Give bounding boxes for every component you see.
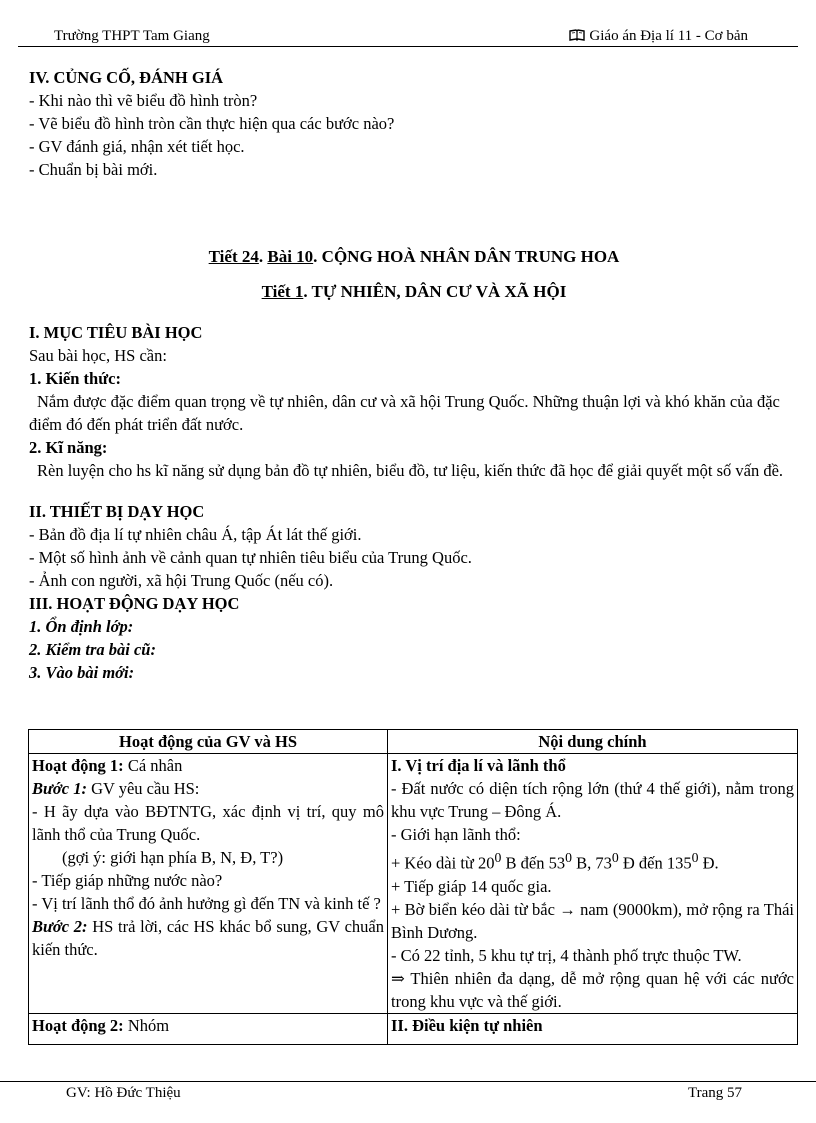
implies-icon: ⇒ (391, 968, 405, 988)
author-name: GV: Hồ Đức Thiệu (66, 1085, 181, 1101)
step-text: GV yêu cầu HS: (86, 779, 200, 798)
equipment-item: - Bản đồ địa lí tự nhiên châu Á, tập Át lát thế giới. (29, 525, 362, 544)
column-header-activities: Hoạt động của GV và HS (29, 730, 388, 754)
section-heading-objectives: I. MỤC TIÊU BÀI HỌC (29, 323, 203, 342)
teacher-student-activities (29, 1013, 388, 1044)
activity-type: Nhóm (123, 1015, 170, 1035)
book-icon (569, 29, 585, 41)
activity-step: 2. Kiểm tra bài cũ: (29, 640, 156, 659)
activity-step: 3. Vào bài mới: (29, 663, 135, 682)
table-row (29, 754, 798, 1014)
main-content (388, 754, 798, 1014)
skills-text: Rèn luyện cho hs kĩ năng sử dụng bản đồ tự nhiên, biểu đồ, tư liệu, kiến thức đã học để giải quyết một số vấn đề. (37, 461, 784, 480)
skills-heading: 2. Kĩ năng: (29, 438, 108, 457)
subtitle-name: . TỰ NHIÊN, DÂN CƯ VÀ XÃ HỘI (303, 282, 567, 301)
lesson-name: . CỘNG HOÀ NHÂN DÂN TRUNG HOA (313, 247, 620, 266)
content-paragraph: - Có 22 tỉnh, 5 khu tự trị, 4 thành phố trực thuộc TW. (391, 945, 742, 965)
review-item: - Chuẩn bị bài mới. (29, 160, 158, 179)
step-label: Bước 1: (32, 779, 87, 798)
lesson-subtitle (29, 280, 799, 303)
hint-text: (gợi ý: giới hạn phía B, N, Đ, T?) (62, 848, 284, 867)
step-label: Bước 2: (32, 917, 88, 936)
lesson-number: Bài 10 (267, 247, 314, 266)
lesson-period: Tiết 24 (208, 247, 259, 266)
equipment-item: - Ảnh con người, xã hội Trung Quốc (nếu có). (29, 571, 334, 590)
knowledge-heading: 1. Kiến thức: (29, 369, 121, 388)
lesson-activities-table (28, 729, 798, 1045)
teacher-student-activities (29, 754, 388, 1014)
page-number: Trang 57 (688, 1085, 743, 1101)
activity-step: 1. Ổn định lớp: (29, 617, 134, 636)
page-footer (0, 1081, 816, 1101)
step-text: HS trả lời, các HS khác bổ sung, GV chuẩn kiến thức. (32, 917, 384, 959)
subject-title (569, 28, 748, 45)
equipment-item: - Một số hình ảnh về cảnh quan tự nhiên tiêu biểu của Trung Quốc. (29, 548, 472, 567)
question-text: - Tiếp giáp những nước nào? (32, 871, 223, 890)
activity-label: Hoạt động 1: (32, 756, 124, 775)
question-text: - Vị trí lãnh thổ đó ảnh hưởng gì đến TN và kinh tế ? (32, 894, 381, 913)
table-row (29, 1013, 798, 1044)
school-name: Trường THPT Tam Giang (54, 28, 210, 44)
section-heading-review: IV. CỦNG CỐ, ĐÁNH GIÁ (29, 68, 224, 87)
column-header-content: Nội dung chính (388, 730, 798, 754)
review-item: - GV đánh giá, nhận xét tiết học. (29, 137, 245, 156)
arrow-right-icon: → (559, 899, 576, 919)
main-content (388, 1013, 798, 1044)
title-separator: . (258, 247, 268, 266)
activity-type: Cá nhân (123, 756, 183, 775)
review-item: - Khi nào thì vẽ biểu đồ hình tròn? (29, 91, 258, 110)
page-header (18, 26, 798, 47)
table-header-row (29, 730, 798, 754)
section-heading-activities: III. HOẠT ĐỘNG DẠY HỌC (29, 594, 240, 613)
content-paragraph: ⇒ Thiên nhiên đa dạng, dễ mở rộng quan hệ với các nước trong khu vực và thế giới. (391, 968, 794, 1011)
section-heading-equipment: II. THIẾT BỊ DẠY HỌC (29, 502, 205, 521)
lesson-content (29, 66, 799, 684)
review-item: - Vẽ biểu đồ hình tròn cần thực hiện qua các bước nào? (29, 114, 395, 133)
content-heading: I. Vị trí địa lí và lãnh thổ (391, 756, 566, 775)
question-text: - H ãy dựa vào BĐTNTG, xác định vị trí, quy mô lãnh thổ của Trung Quốc. (32, 802, 384, 844)
objectives-intro: Sau bài học, HS cần: (29, 346, 167, 365)
content-paragraph: - Giới hạn lãnh thổ: (391, 825, 521, 844)
subtitle-period: Tiết 1 (261, 282, 304, 301)
content-paragraph: + Tiếp giáp 14 quốc gia. (391, 876, 552, 896)
content-paragraph: + Kéo dài từ $20^0$ B đến $53^0$ B, $73^0$ Đ đến $135^0$ Đ. (391, 850, 719, 873)
content-paragraph: + Bờ biển kéo dài từ bắc → nam (9000km), mở rộng ra Thái Bình Dương. (391, 899, 794, 942)
content-paragraph: - Đất nước có diện tích rộng lớn (thứ 4 thế giới), nằm trong khu vực Trung – Đông Á. (391, 779, 794, 821)
knowledge-text: Nắm được đặc điểm quan trọng về tự nhiên, dân cư và xã hội Trung Quốc. Những thuận lợi và khó khăn của đặc điểm đó đến phát triển đất nước. (29, 392, 780, 434)
activity-label: Hoạt động 2: (32, 1015, 124, 1035)
content-heading: II. Điều kiện tự nhiên (391, 1015, 543, 1035)
subject-label: Giáo án Địa lí 11 - Cơ bản (589, 28, 748, 44)
lesson-title (29, 245, 799, 268)
